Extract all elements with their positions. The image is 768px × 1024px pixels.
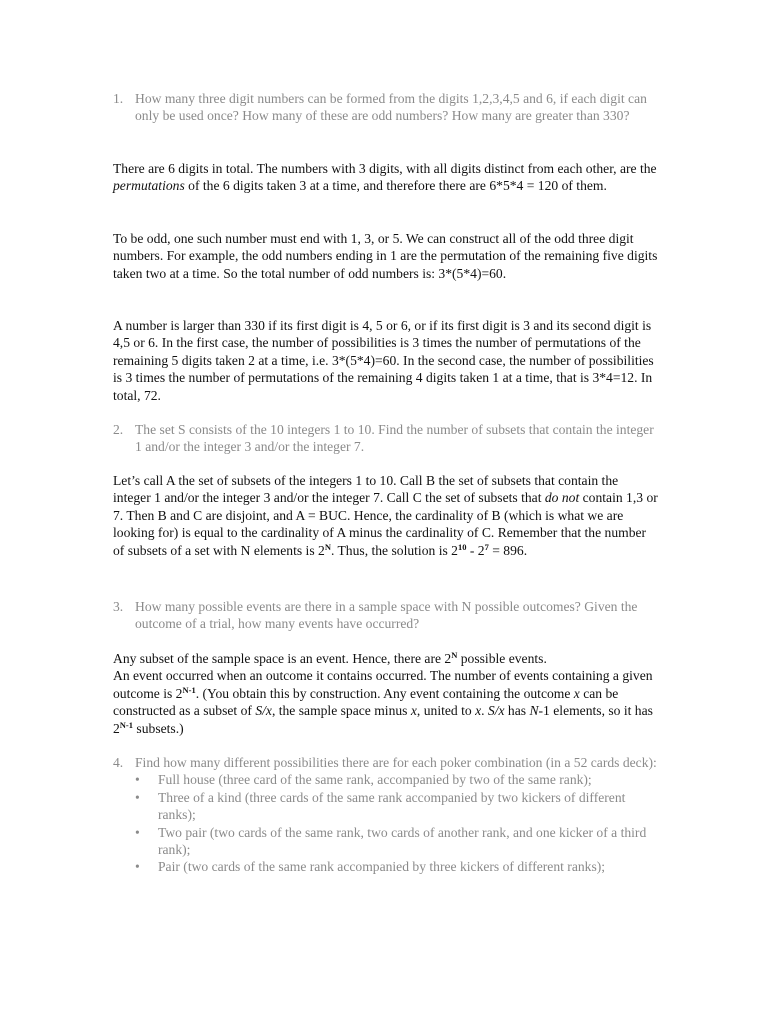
bullet-icon: • (135, 824, 140, 840)
bullet-icon: • (135, 789, 140, 805)
answer-text: , the sample space minus (271, 703, 411, 719)
list-item (135, 771, 658, 788)
answer-text: To be odd, one such number must end with 1, 3, or 5. We can construct all of the odd three digit numbers. For example, the odd numbers ending in 1 are the permutation of the remaining five digits taken two at a time. So the total number of odd numbers is: 3*(5*4)=60. (113, 231, 658, 281)
answer-text: has (504, 703, 530, 719)
list-item-text: Pair (two cards of the same rank accompanied by three kickers of different ranks); (158, 859, 606, 875)
answer-text: - 2 (466, 542, 485, 558)
superscript: 10 (457, 541, 467, 552)
answer-1-paragraph-1 (113, 160, 658, 195)
answer-text: subsets.) (133, 720, 184, 736)
answer-text: -1 elements, so it has 2 (113, 703, 653, 736)
emphasis-text: do not (544, 490, 580, 506)
list-item (135, 789, 658, 824)
answer-text: . (481, 703, 488, 719)
answer-text: . (You obtain this by construction. Any event containing the outcome (195, 685, 574, 701)
bullet-icon: • (135, 772, 140, 788)
question-text: Find how many different possibilities there are for each poker combination (in a 52 cards deck): (135, 755, 657, 770)
answer-1-paragraph-3 (113, 317, 658, 404)
question-text: The set S consists of the 10 integers 1 to 10. Find the number of subsets that contain the integer 1 and/or the integer 3 and/or the integer 7. (135, 422, 654, 455)
emphasis-text: S/x (255, 703, 272, 719)
question-4 (113, 754, 658, 876)
answer-3 (113, 650, 658, 737)
question-2 (113, 421, 658, 456)
emphasis-text: x (475, 703, 482, 719)
answer-text: . Thus, the solution is 2 (330, 542, 458, 558)
emphasis-text: N (529, 703, 539, 719)
emphasis-text: x (573, 685, 580, 701)
emphasis-text: permutations (113, 178, 185, 194)
list-item-text: Three of a kind (three cards of the same rank accompanied by two kickers of different ranks); (158, 789, 626, 823)
answer-text: can be constructed as a subset of (113, 685, 619, 719)
question-text: How many three digit numbers can be formed from the digits 1,2,3,4,5 and 6, if each digit can only be used once? How many of these are odd numbers? How many are greater than 330? (135, 91, 647, 124)
superscript: N-1 (182, 684, 196, 695)
question-1 (113, 90, 658, 125)
question-3 (113, 598, 658, 633)
question-text: How many possible events are there in a sample space with N possible outcomes? Given the outcome of a trial, how many events have occurred? (135, 599, 638, 632)
question-number: 2. (113, 422, 124, 437)
answer-2 (113, 472, 658, 559)
question-number: 4. (113, 755, 124, 770)
list-item-text: Full house (three card of the same rank, accompanied by two of the same rank); (158, 772, 592, 788)
answer-text: Let’s call A the set of subsets of the integers 1 to 10. Call B the set of subsets that contain the integer 1 and/or the integer 3 and/or the integer 7. Call C the set of subsets that (113, 473, 619, 506)
answer-text: = 896. (488, 542, 528, 558)
emphasis-text: S/x (487, 703, 505, 719)
answer-1-paragraph-2 (113, 230, 658, 282)
bullet-icon: • (135, 859, 140, 875)
question-number: 3. (113, 599, 124, 614)
superscript: 7 (484, 541, 489, 552)
answer-text: of the 6 digits taken 3 at a time, and therefore there are 6*5*4 = 120 of them. (184, 178, 607, 194)
list-item (135, 858, 658, 875)
answer-text: , united to (416, 703, 476, 719)
answer-text: An event occurred when an outcome it contains occurred. The number of events containing a given outcome is 2 (113, 668, 653, 701)
list-item (135, 824, 658, 859)
answer-text: A number is larger than 330 if its first digit is 4, 5 or 6, or if its first digit is 3 and its second digit is 4,5 or 6. In the first case, the number of possibilities is 3 times the number of permutations of the remaining 5 digits taken 2 at a time, i.e. 3*(5*4)=60. In the second case, the number of possibilities is 3 times the number of permutations of the remaining 4 digits taken 1 at a time, that is 3*4=12. In total, 72. (113, 318, 654, 403)
answer-text: There are 6 digits in total. The numbers with 3 digits, with all digits distinct from each other, are the (113, 161, 657, 176)
emphasis-text: x (410, 703, 417, 719)
answer-text: possible events. (457, 651, 547, 666)
answer-text: contain 1,3 or 7. Then B and C are disjoint, and A = BUC. Hence, the cardinality of B (which is what we are looking for) is equal to the cardinality of A minus the cardinality of C. Remember that the number of subsets of a set with N elements is 2 (113, 490, 658, 558)
superscript: N (324, 541, 331, 552)
answer-text: Any subset of the sample space is an event. Hence, there are 2 (113, 651, 452, 666)
superscript: N-1 (119, 719, 134, 730)
question-number: 1. (113, 91, 124, 106)
superscript: N (451, 650, 458, 660)
bullet-list (135, 771, 658, 875)
list-item-text: Two pair (two cards of the same rank, two cards of another rank, and one kicker of a third rank); (158, 824, 647, 858)
